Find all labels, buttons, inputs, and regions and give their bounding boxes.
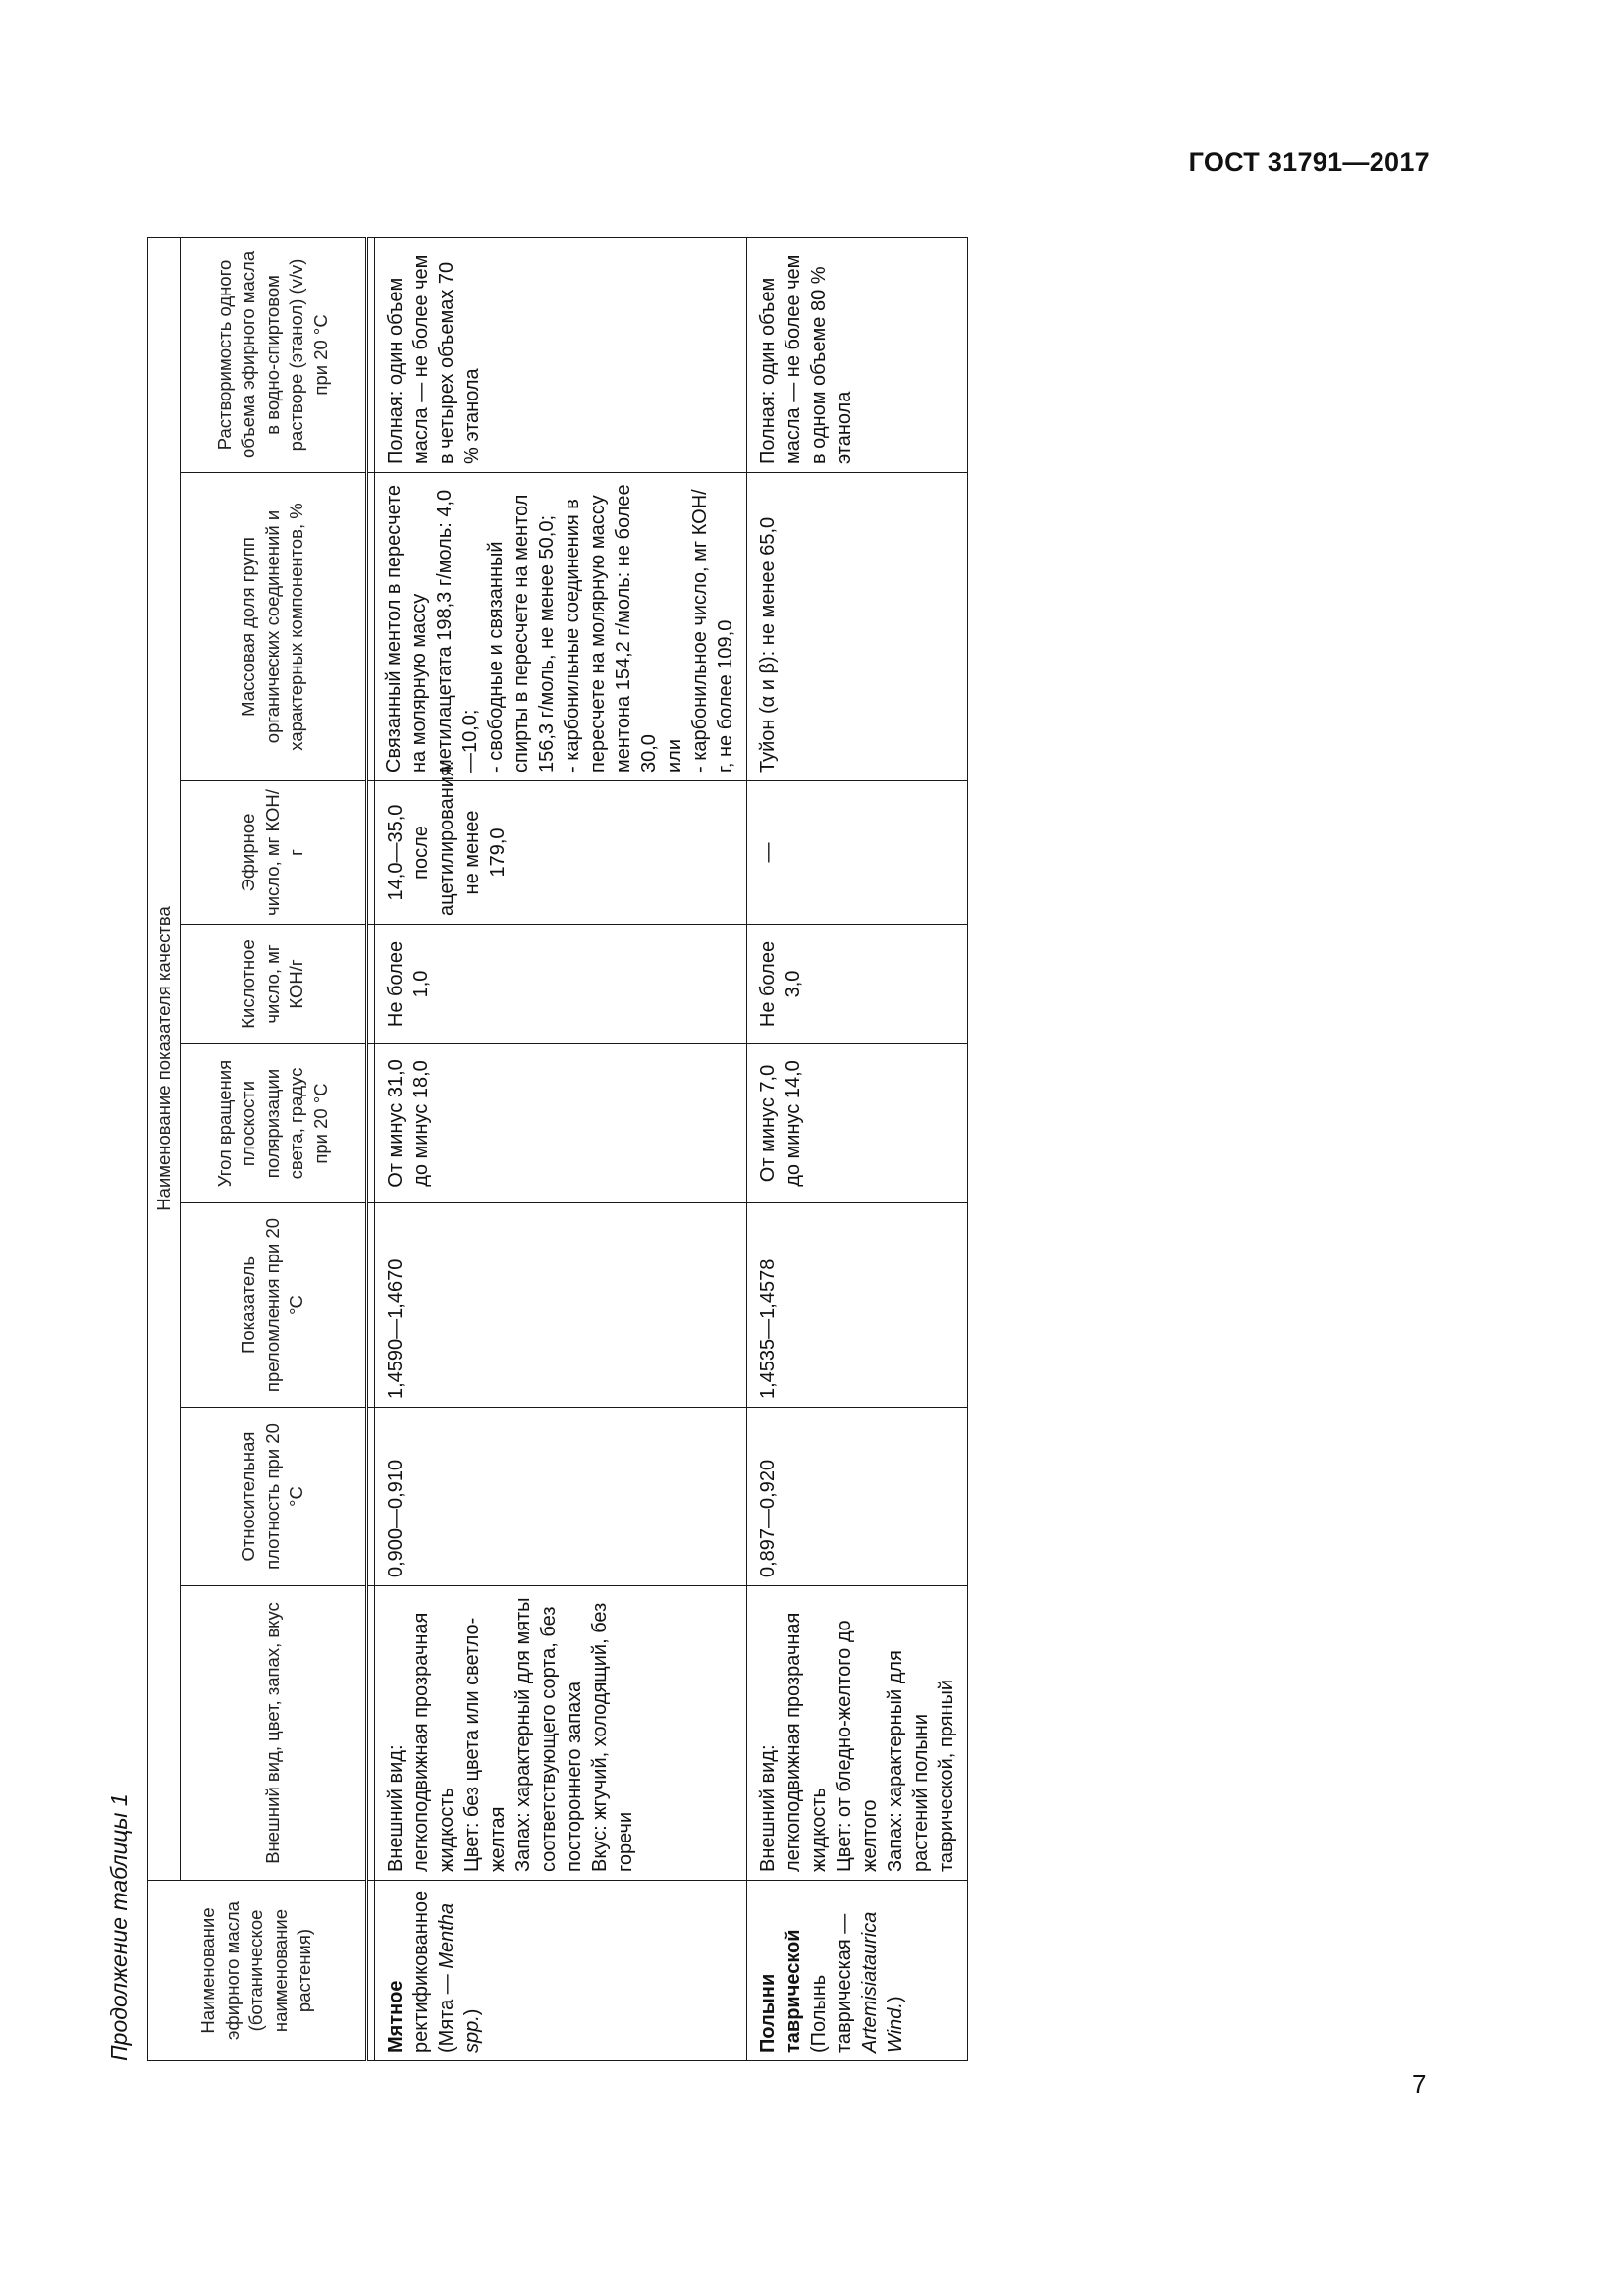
rotated-table-block xyxy=(106,236,1186,2061)
table-row xyxy=(747,237,968,2060)
refraction-cell: 1,4590—1,4670 xyxy=(375,1203,747,1408)
oil-name-latin: Mentha spp. xyxy=(436,1902,483,2053)
document-code: ГОСТ 31791—2017 xyxy=(1188,147,1430,177)
acid-number-cell: Не более 1,0 xyxy=(375,925,747,1044)
appearance-line: Запах: характерный для мяты соответствующего сорта, без постороннего запаха xyxy=(513,1597,585,1872)
header-body-separator xyxy=(367,237,375,2060)
page-number: 7 xyxy=(1412,2069,1427,2099)
appearance-line: Запах: характерный для растений полыни таврической, пряный xyxy=(885,1650,957,1872)
quality-table xyxy=(147,237,968,2061)
appearance-line: Внешний вид: легкоподвижная прозрачная жидкость xyxy=(757,1612,830,1872)
oil-name-end: ) xyxy=(461,2008,483,2016)
solubility-cell: Полная: один объем масла — не более чем в четырех объемах 70 % этанола xyxy=(375,237,747,472)
appearance-line: Цвет: от бледно-желтого до желтого xyxy=(834,1620,881,1872)
table-caption: Продолжение таблицы 1 xyxy=(106,1793,132,2061)
header-acid-number: Кислотное число, мг КОН/г xyxy=(181,925,367,1044)
density-cell: 0,900—0,910 xyxy=(375,1408,747,1586)
appearance-line: Внешний вид: легкоподвижная прозрачная жидкость xyxy=(385,1612,458,1872)
rotation-cell: От минус 7,0 до минус 14,0 xyxy=(747,1044,968,1203)
mass-fraction-line: - свободные и связанный спирты в пересчете на ментол 156,3 г/моль, не менее 50,0; xyxy=(485,494,558,773)
ester-number-cell: — xyxy=(747,781,968,925)
oil-name-bold: Мятное xyxy=(385,1980,406,2053)
table-row xyxy=(375,237,747,2060)
header-group-quality: Наименование показателя качества xyxy=(148,237,181,1880)
header-refraction: Показатель преломления при 20 °С xyxy=(181,1203,367,1408)
mass-fraction-line: или xyxy=(664,738,685,773)
oil-name-latin: Artemisiataurica Wind. xyxy=(859,1911,906,2053)
oil-name-cell xyxy=(747,1881,968,2061)
mass-fraction-line: Туйон (α и β): не менее 65,0 xyxy=(757,516,779,773)
mass-fraction-line: Связанный ментол в пересчете на молярную массу метилацетата 198,3 г/моль: 4,0—10,0; xyxy=(383,484,481,773)
appearance-cell xyxy=(747,1586,968,1881)
oil-name-end: ) xyxy=(885,1996,906,2003)
mass-fraction-line: - карбонильное число, мг КОН/г, не более 109,0 xyxy=(689,489,736,773)
header-rotation: Угол вращения плоскости поляризации света, градус при 20 °С xyxy=(181,1044,367,1203)
rotation-cell: От минус 31,0 до минус 18,0 xyxy=(375,1044,747,1203)
oil-name-rest: (Полынь таврическая — xyxy=(808,1913,855,2053)
density-cell: 0,897—0,920 xyxy=(747,1408,968,1586)
header-mass-fraction: Массовая доля групп органических соединений и характерных компонентов, % xyxy=(181,473,367,781)
appearance-cell xyxy=(375,1586,747,1881)
header-ester-number: Эфирное число, мг КОН/г xyxy=(181,781,367,925)
header-oil-name: Наименование эфирного масла (ботаническое наименование растения) xyxy=(148,1881,367,2061)
appearance-line: Цвет: без цвета или светло-желтая xyxy=(461,1617,509,1872)
refraction-cell: 1,4535—1,4578 xyxy=(747,1203,968,1408)
mass-fraction-cell xyxy=(747,473,968,781)
mass-fraction-line: - карбонильные соединения в пересчете на молярную массу ментона 154,2 г/моль: не более 30,0 xyxy=(562,484,660,773)
header-density: Относительная плотность при 20 °С xyxy=(181,1408,367,1586)
oil-name-cell xyxy=(375,1881,747,2061)
header-solubility: Растворимость одного объема эфирного масла в водно-спиртовом растворе (этанол) (v/v) при 20 °С xyxy=(181,237,367,472)
solubility-cell: Полная: один объем масла — не более чем в одном объеме 80 % этанола xyxy=(747,237,968,472)
acid-number-cell: Не более 3,0 xyxy=(747,925,968,1044)
header-appearance: Внешний вид, цвет, запах, вкус xyxy=(181,1586,367,1881)
oil-name-bold: Полыни таврической xyxy=(757,1929,804,2053)
oil-name-rest: ректификованное (Мята — xyxy=(410,1890,458,2053)
mass-fraction-cell xyxy=(375,473,747,781)
ester-number-cell: 14,0—35,0 после ацетилирования: не менее 179,0 xyxy=(375,781,747,925)
appearance-line: Вкус: жгучий, холодящий, без горечи xyxy=(589,1602,636,1872)
